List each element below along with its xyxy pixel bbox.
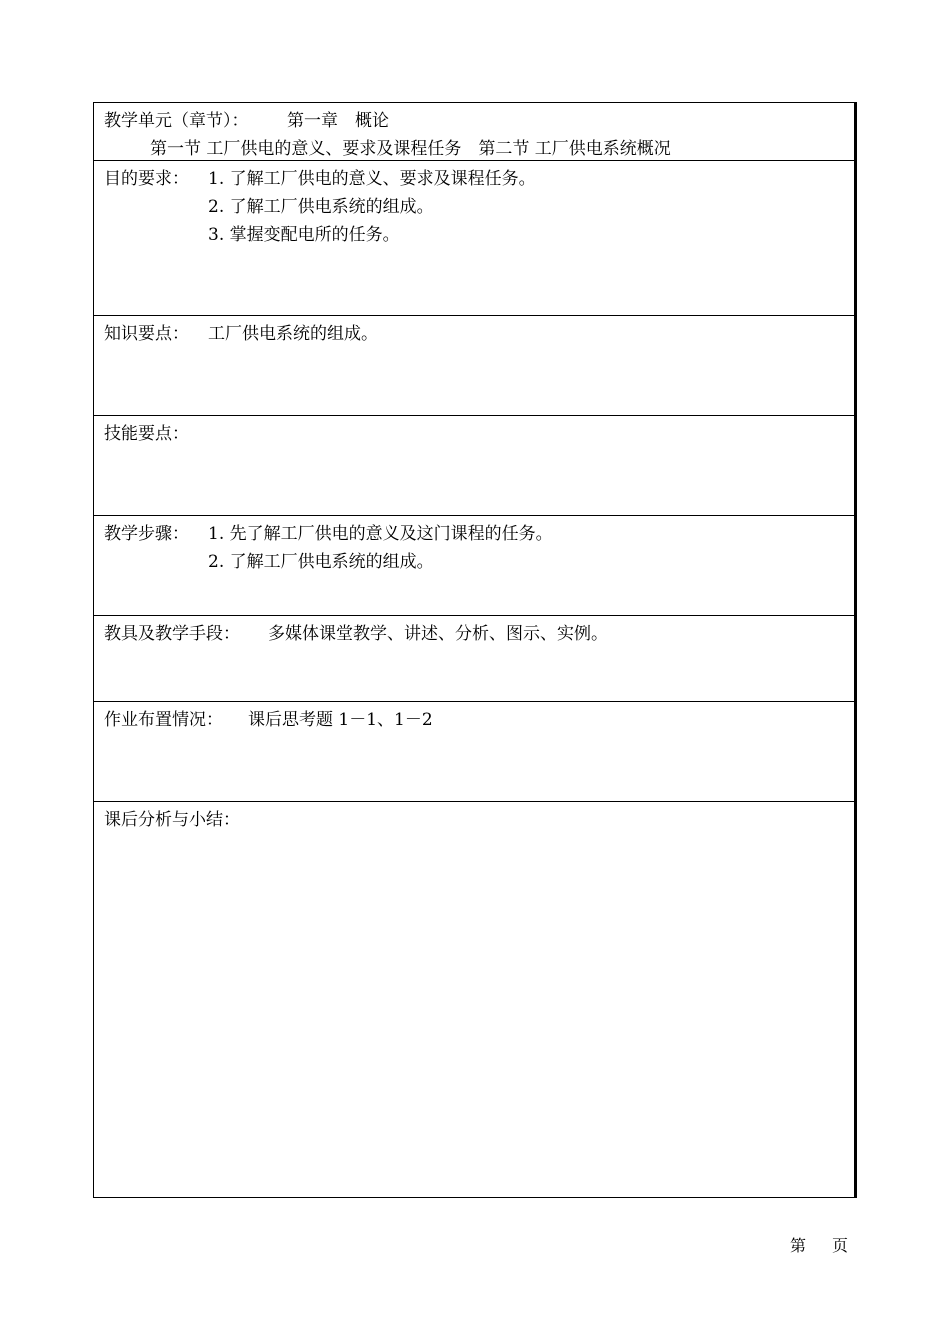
knowledge-row: [94, 316, 854, 416]
unit-row: [94, 103, 854, 161]
step-item: 2. 了解工厂供电系统的组成。: [208, 552, 434, 572]
page-suffix: 页: [832, 1236, 849, 1255]
unit-sections: 第一节 工厂供电的意义、要求及课程任务 第二节 工厂供电系统概况: [150, 139, 671, 159]
steps-label: 教学步骤：: [104, 524, 189, 544]
knowledge-label: 知识要点：: [104, 324, 189, 344]
unit-chapter: 第一章 概论: [287, 111, 389, 131]
skills-label: 技能要点：: [104, 424, 189, 444]
page-number-footer: [790, 1236, 848, 1256]
tools-row: [94, 616, 854, 702]
homework-content: 课后思考题 1－1、1－2: [248, 710, 433, 730]
summary-row: [94, 802, 854, 1197]
tools-label: 教具及教学手段：: [104, 624, 240, 644]
objective-item: 3. 掌握变配电所的任务。: [208, 225, 400, 245]
objectives-row: [94, 161, 854, 316]
unit-label: 教学单元（章节）：: [104, 111, 249, 131]
objectives-label: 目的要求：: [104, 169, 189, 189]
skills-row: [94, 416, 854, 516]
objective-item: 1. 了解工厂供电的意义、要求及课程任务。: [208, 169, 536, 189]
homework-label: 作业布置情况：: [104, 710, 223, 730]
knowledge-content: 工厂供电系统的组成。: [208, 324, 378, 344]
step-item: 1. 先了解工厂供电的意义及这门课程的任务。: [208, 524, 553, 544]
lesson-plan-form: [93, 102, 857, 1198]
objective-item: 2. 了解工厂供电系统的组成。: [208, 197, 434, 217]
steps-row: [94, 516, 854, 616]
summary-label: 课后分析与小结：: [104, 810, 240, 830]
page-prefix: 第: [790, 1236, 807, 1255]
homework-row: [94, 702, 854, 802]
tools-content: 多媒体课堂教学、讲述、分析、图示、实例。: [268, 624, 608, 644]
